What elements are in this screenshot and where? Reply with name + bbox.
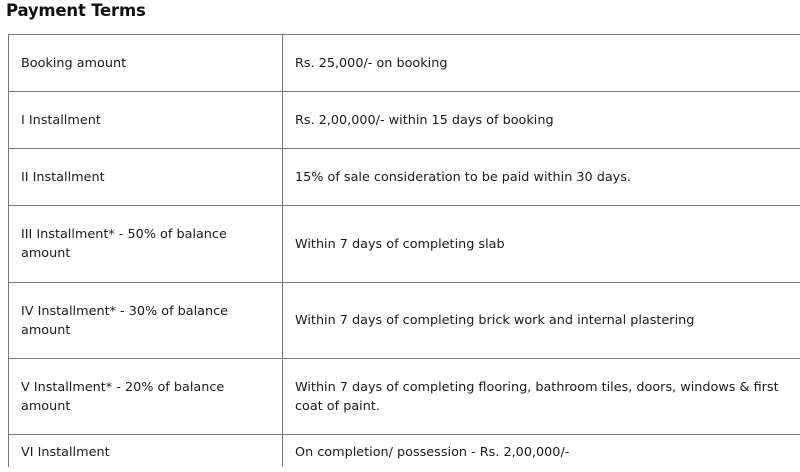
term-value: Within 7 days of completing flooring, bathroom tiles, doors, windows & first coat of paint. xyxy=(283,359,800,435)
term-value: Within 7 days of completing brick work and internal plastering xyxy=(283,283,800,359)
payment-terms-table xyxy=(8,34,800,467)
term-label: III Installment* - 50% of balance amount xyxy=(9,206,283,283)
table-row xyxy=(9,283,800,359)
table-row xyxy=(9,206,800,283)
term-value: Within 7 days of completing slab xyxy=(283,206,800,283)
term-label: V Installment* - 20% of balance amount xyxy=(9,359,283,435)
term-label: VI Installment xyxy=(9,435,283,467)
page-title: Payment Terms xyxy=(6,1,146,20)
term-value: 15% of sale consideration to be paid within 30 days. xyxy=(283,149,800,206)
table-row xyxy=(9,149,800,206)
term-label: Booking amount xyxy=(9,35,283,92)
term-label: I Installment xyxy=(9,92,283,149)
term-value: Rs. 25,000/- on booking xyxy=(283,35,800,92)
term-value: Rs. 2,00,000/- within 15 days of booking xyxy=(283,92,800,149)
term-value: On completion/ possession - Rs. 2,00,000/- xyxy=(283,435,800,467)
table-row xyxy=(9,359,800,435)
term-label: II Installment xyxy=(9,149,283,206)
table-row xyxy=(9,435,800,467)
table-row xyxy=(9,35,800,92)
term-label: IV Installment* - 30% of balance amount xyxy=(9,283,283,359)
table-row xyxy=(9,92,800,149)
